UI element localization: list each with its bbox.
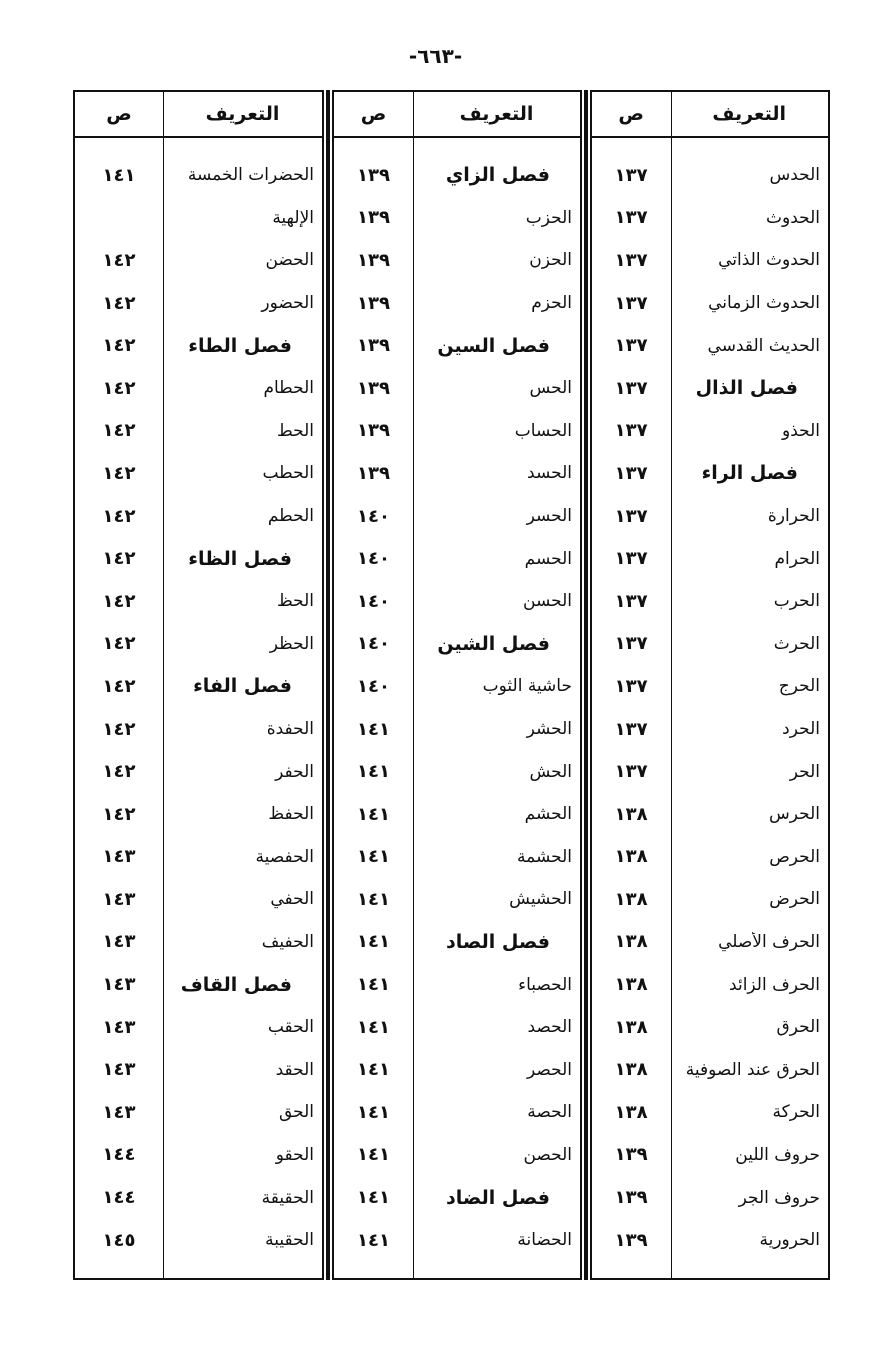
entry-page: ١٤٢ [102,803,136,825]
section-heading-row [334,623,580,666]
entry-term: الحقيبة [265,1230,314,1251]
index-entry [592,1006,828,1049]
entry-term: الحصة [527,1102,572,1123]
entry-term: الحرث [773,633,820,654]
index-entry [592,324,828,367]
index-entry [592,665,828,708]
index-entry [75,282,322,325]
entry-page: ١٣٨ [614,1059,648,1081]
entry-page: ١٤٠ [357,548,390,570]
index-entry [334,1048,580,1091]
index-entry [592,1176,828,1219]
section-heading-row [75,665,322,708]
index-entry [334,197,580,240]
column-divider [326,90,330,1280]
entry-page: ١٣٨ [614,888,648,910]
index-panel-left [73,90,324,1280]
section-heading-row [75,324,322,367]
index-entry [75,1048,322,1091]
section-heading-row [75,537,322,580]
entry-term: فصل السين [437,334,550,357]
index-entry [592,836,828,879]
entry-term: الحفر [275,761,314,782]
entry-page: ١٣٨ [614,1101,648,1123]
entry-page: ١٣٧ [614,590,648,612]
entry-page: ١٣٩ [357,377,390,399]
entry-term: الحرام [774,548,820,569]
entry-page: ١٤٢ [102,633,136,655]
index-entry [334,836,580,879]
index-entry [334,452,580,495]
index-entry [592,750,828,793]
entry-page: ١٣٩ [357,292,390,314]
entry-page: ١٣٧ [614,377,648,399]
entry-term: الإلهية [272,207,314,228]
entry-page: ١٤٠ [357,505,390,527]
index-entry [592,708,828,751]
index-entry [592,239,828,282]
entry-page: ١٣٩ [357,249,390,271]
entry-term: الحدوث الزماني [708,293,820,314]
term-header: التعريف [712,103,787,125]
entry-page: ١٤١ [102,164,136,186]
entry-term: الحطم [267,506,314,527]
entry-term: الحقد [275,1059,314,1080]
column-header [592,92,828,138]
entry-term: الحصن [523,1144,572,1165]
entry-term: الحر [789,761,820,782]
column-header [75,92,322,138]
index-entry [75,367,322,410]
entry-page: ١٤١ [357,1229,390,1251]
entry-page: ١٣٩ [614,1144,648,1166]
entry-term: الحدوث [765,207,820,228]
entry-page: ١٤٢ [102,675,136,697]
index-entry [75,836,322,879]
index-entry [334,1091,580,1134]
entry-term: الحس [529,378,572,399]
entry-page: ١٤١ [357,846,390,868]
entry-page: ١٤١ [357,803,390,825]
term-header: التعريف [205,103,280,125]
entry-page: ١٣٧ [614,164,648,186]
entry-page: ١٣٩ [357,207,390,229]
entry-page: ١٤١ [357,1016,390,1038]
entry-page: ١٣٧ [614,761,648,783]
entry-page: ١٤٤ [102,1144,136,1166]
entry-page: ١٤٠ [357,633,390,655]
entry-page: ١٤٣ [102,931,136,953]
index-entry [592,1134,828,1177]
entry-term: الحدس [769,165,820,186]
entry-term: الحظ [276,591,314,612]
entry-term: فصل القاف [180,973,292,996]
entry-term: الحرف الزائد [729,974,820,995]
index-entry [592,197,828,240]
entry-page: ١٤٢ [102,505,136,527]
entry-term: فصل الصاد [446,930,550,953]
index-entry [75,793,322,836]
index-entry [75,921,322,964]
index-entry [75,239,322,282]
index-entry [75,1091,322,1134]
index-entry [75,1134,322,1177]
index-entry [334,1219,580,1262]
section-heading-row [334,154,580,197]
section-heading-row [334,921,580,964]
entry-page: ١٣٨ [614,803,648,825]
index-entry [592,410,828,453]
entry-page: ١٣٨ [614,931,648,953]
index-entry [592,878,828,921]
index-entry [334,1134,580,1177]
entry-term: الحسد [527,463,572,484]
index-entry [592,1219,828,1262]
entry-term: الحضرات الخمسة [187,165,314,186]
index-entry [75,410,322,453]
entry-term: الحشر [526,719,572,740]
entry-page: ١٤٥ [102,1229,136,1251]
entry-term: الحزب [525,207,572,228]
index-entry [592,580,828,623]
entry-page: ١٤٢ [102,249,136,271]
entry-term: الحفيف [261,931,314,952]
entry-page: ١٣٨ [614,846,648,868]
entry-page: ١٤١ [357,761,390,783]
entry-page: ١٣٩ [357,462,390,484]
entry-term: الحرض [769,889,820,910]
entry-page: ١٤١ [357,1144,390,1166]
entry-term: الحصد [527,1017,572,1038]
entry-term: فصل الظاء [188,547,292,570]
entry-term: الحفي [270,889,314,910]
entry-term: الحق [278,1102,314,1123]
entry-term: الحقيقة [261,1187,314,1208]
index-entry [75,580,322,623]
entry-page: ١٤٢ [102,420,136,442]
entry-term: الحضانة [517,1230,572,1251]
index-entry [592,1091,828,1134]
entry-list [334,154,580,1261]
entry-page: ١٣٨ [614,974,648,996]
index-entry [334,665,580,708]
page-header: ص [618,103,644,125]
entry-page: ١٤٠ [357,590,390,612]
entry-term: الحديث القدسي [707,335,820,356]
index-entry [334,367,580,410]
entry-term: الحرورية [759,1230,820,1251]
entry-page: ١٣٩ [357,164,390,186]
entry-page: ١٣٨ [614,1016,648,1038]
entry-term: الحرج [778,676,820,697]
entry-term: الحصر [527,1059,572,1080]
section-heading-row [334,1176,580,1219]
entry-term: الحرص [769,846,820,867]
entry-term: الحرف الأصلي [718,931,820,952]
page-number: -٦٦٣- [408,44,463,68]
entry-term: الحطام [263,378,314,399]
entry-page: ١٤٢ [102,335,136,357]
entry-page: ١٤٢ [102,292,136,314]
section-heading-row [75,963,322,1006]
index-entry [334,495,580,538]
index-entry [334,878,580,921]
entry-term: الحسن [523,591,572,612]
entry-term: الحزم [531,293,572,314]
index-entry [334,410,580,453]
entry-page: ١٣٩ [614,1187,648,1209]
entry-page: ١٤٣ [102,888,136,910]
entry-term: الحضور [261,293,314,314]
entry-page: ١٤٣ [102,974,136,996]
entry-term: الحفصية [255,846,314,867]
page-header: ص [106,103,132,125]
column-divider [584,90,588,1280]
index-panel-middle [332,90,582,1280]
entry-term: الحظر [269,633,314,654]
entry-term: الحرب [773,591,820,612]
index-panel-right [590,90,830,1280]
entry-term: الحشم [524,804,572,825]
index-entry [592,1048,828,1091]
entry-term: الحشمة [517,846,572,867]
page-header: ص [360,103,387,125]
entry-term: الحرد [782,719,820,740]
entry-page: ١٤١ [357,1101,390,1123]
index-entry [592,623,828,666]
entry-page: ١٣٧ [614,548,648,570]
section-heading-row [592,452,828,495]
term-header: التعريف [459,103,534,125]
entry-page: ١٤١ [357,974,390,996]
index-entry [75,708,322,751]
entry-term: الحرق عند الصوفية [685,1059,820,1080]
entry-term: الحفظ [268,804,314,825]
entry-page: ١٣٧ [614,420,648,442]
entry-page: ١٤١ [357,718,390,740]
entry-page: ١٣٧ [614,462,648,484]
entry-term: الحذو [781,420,820,441]
entry-page: ١٤١ [357,931,390,953]
index-entry [334,580,580,623]
entry-term: الحضن [265,250,314,271]
entry-page: ١٣٧ [614,675,648,697]
entry-term: الحدوث الذاتي [718,250,820,271]
index-entry [334,708,580,751]
entry-page: ١٤١ [357,1187,390,1209]
entry-page: ١٤٠ [357,675,390,697]
entry-page: ١٤٣ [102,1016,136,1038]
entry-page: ١٤٣ [102,846,136,868]
entry-page: ١٤٢ [102,590,136,612]
entry-list [75,154,322,1261]
index-entry [75,495,322,538]
entry-term: فصل الراء [701,462,798,485]
entry-term: فصل الفاء [193,675,292,698]
entry-term: الحرارة [767,506,820,527]
index-entry [75,154,322,197]
entry-term: الحقب [267,1017,314,1038]
entry-page: ١٤١ [357,1059,390,1081]
index-entry [592,495,828,538]
entry-term: الحطب [262,463,314,484]
index-entry [75,623,322,666]
section-heading-row [592,367,828,410]
entry-term: الحسم [524,548,572,569]
index-entry [592,537,828,580]
index-entry [75,1219,322,1262]
entry-page: ١٣٧ [614,718,648,740]
entry-term: الحصباء [518,974,572,995]
entry-term: الحساب [514,420,572,441]
entry-page: ١٤٢ [102,761,136,783]
index-entry [592,282,828,325]
entry-term: حاشية الثوب [482,676,572,697]
entry-term: الحرس [768,804,820,825]
entry-term: فصل الذال [695,377,798,400]
index-entry [334,537,580,580]
index-entry [75,197,322,240]
entry-list [592,154,828,1261]
index-entry [75,878,322,921]
index-entry [334,793,580,836]
entry-page: ١٣٧ [614,249,648,271]
index-entry [334,239,580,282]
index-entry [334,750,580,793]
entry-page: ١٣٧ [614,505,648,527]
entry-term: الحط [276,420,314,441]
column-header [334,92,580,138]
index-entry [75,452,322,495]
entry-page: ١٤٣ [102,1101,136,1123]
entry-term: الحرق [776,1017,820,1038]
index-entry [75,750,322,793]
entry-term: الحفدة [266,719,314,740]
entry-page: ١٣٩ [357,420,390,442]
entry-page: ١٤١ [357,888,390,910]
index-entry [334,1006,580,1049]
entry-page: ١٤٣ [102,1059,136,1081]
entry-page: ١٣٧ [614,292,648,314]
entry-page: ١٤٤ [102,1187,136,1209]
index-entry [592,921,828,964]
entry-page: ١٣٧ [614,633,648,655]
entry-page: ١٣٧ [614,335,648,357]
index-entry [592,963,828,1006]
entry-term: فصل الزاي [445,164,550,187]
entry-term: الحشيش [509,889,572,910]
entry-page: ١٣٧ [614,207,648,229]
entry-page: ١٤٢ [102,718,136,740]
entry-term: فصل الشين [437,632,550,655]
index-entry [75,1006,322,1049]
entry-term: فصل الضاد [446,1186,550,1209]
entry-page: ١٤٢ [102,377,136,399]
entry-page: ١٤٢ [102,548,136,570]
index-entry [592,793,828,836]
index-entry [334,963,580,1006]
entry-term: حروف الجر [738,1187,820,1208]
index-entry [75,1176,322,1219]
index-entry [334,282,580,325]
entry-page: ١٣٩ [614,1229,648,1251]
section-heading-row [334,324,580,367]
entry-term: حروف اللين [735,1144,820,1165]
entry-term: الحقو [275,1144,314,1165]
index-entry [592,154,828,197]
entry-page: ١٤٢ [102,462,136,484]
entry-term: الحش [529,761,572,782]
entry-term: الحركة [772,1102,820,1123]
entry-term: الحزن [529,250,572,271]
entry-term: الحسر [526,506,572,527]
entry-page: ١٣٩ [357,335,390,357]
entry-term: فصل الطاء [188,334,292,357]
